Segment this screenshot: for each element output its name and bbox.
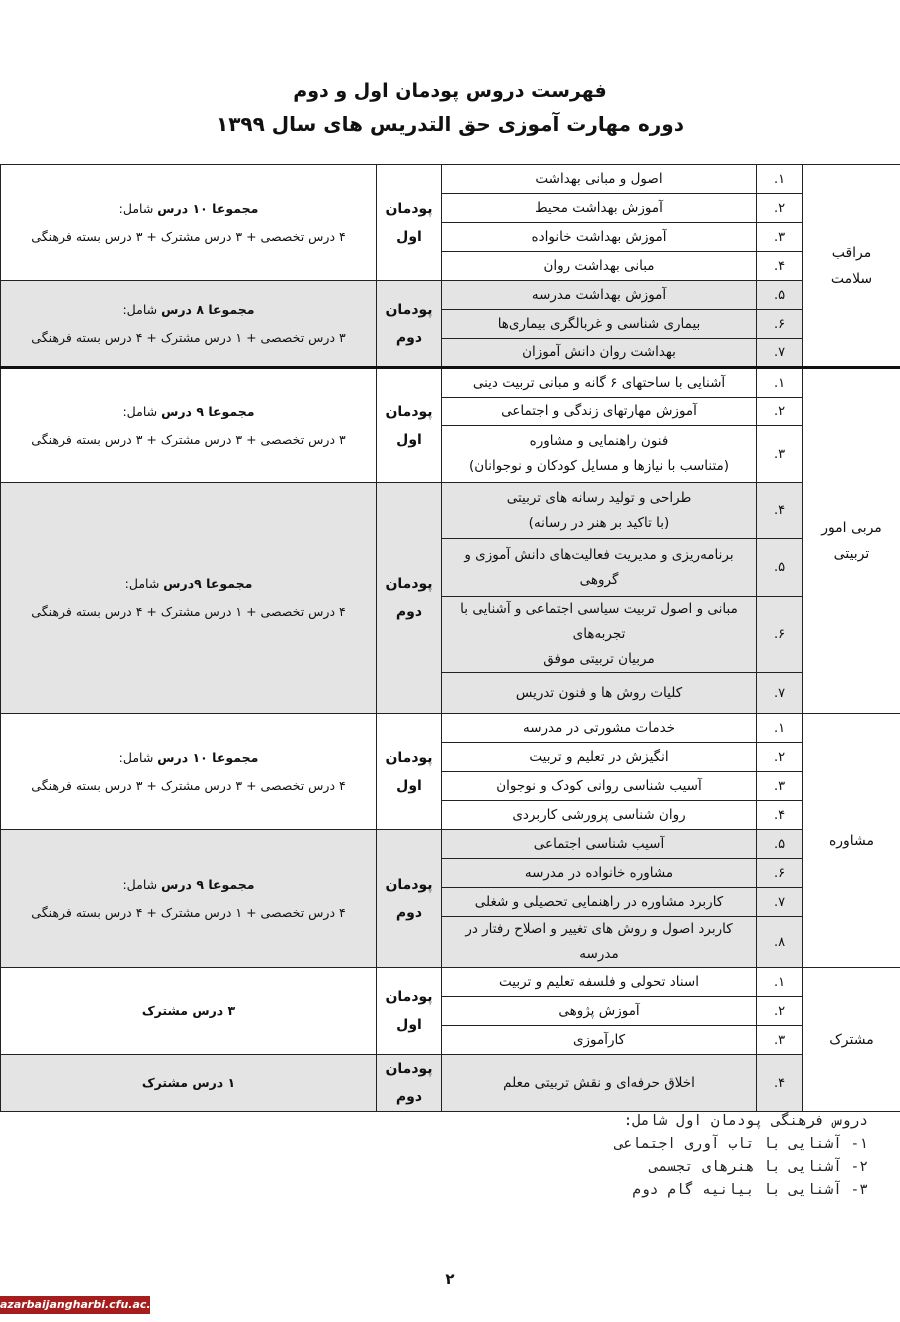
podman-label: پودمان اول [377, 968, 442, 1055]
course-title: مبانی و اصول تربیت سیاسی اجتماعی و آشنایی با تجربه‌های مربیان تربیتی موفق [442, 597, 757, 673]
course-number: ۲. [757, 743, 803, 772]
course-title: کاربرد اصول و روش های تغییر و اصلاح رفتار در مدرسه [442, 917, 757, 968]
course-title: اسناد تحولی و فلسفه تعلیم و تربیت [442, 968, 757, 997]
course-title: آموزش پژوهی [442, 997, 757, 1026]
table-row [1, 1055, 900, 1112]
course-number: ۳. [757, 223, 803, 252]
podman-label: پودمان اول [377, 368, 442, 483]
course-title: آموزش بهداشت خانواده [442, 223, 757, 252]
podman-summary: مجموعا ۹درس شامل: ۴ درس تخصصی + ۱ درس مشترک + ۴ درس بسته فرهنگی [1, 483, 377, 714]
course-title: آموزش بهداشت مدرسه [442, 281, 757, 310]
course-title: مبانی بهداشت روان [442, 252, 757, 281]
note-heading: دروس فرهنگی پودمان اول شامل: [623, 1113, 868, 1129]
course-number: ۷. [757, 339, 803, 368]
course-title: آشنایی با ساحتهای ۶ گانه و مبانی تربیت دینی [442, 368, 757, 398]
course-number: ۶. [757, 310, 803, 339]
category-cell: مشترک [803, 968, 900, 1112]
podman-summary: مجموعا ۱۰ درس شامل: ۴ درس تخصصی + ۳ درس مشترک + ۳ درس بسته فرهنگی [1, 714, 377, 830]
podman-summary: مجموعا ۹ درس شامل: ۳ درس تخصصی + ۳ درس مشترک + ۳ درس بسته فرهنگی [1, 368, 377, 483]
table-row [1, 830, 900, 859]
course-table [0, 164, 900, 1112]
category-cell: مربی امور تربیتی [803, 368, 900, 714]
course-title: روان شناسی پرورشی کاربردی [442, 801, 757, 830]
podman-summary: مجموعا ۸ درس شامل: ۳ درس تخصصی + ۱ درس مشترک + ۴ درس بسته فرهنگی [1, 281, 377, 368]
course-title: مشاوره خانواده در مدرسه [442, 859, 757, 888]
podman-label: پودمان دوم [377, 830, 442, 968]
category-cell: مراقب سلامت [803, 165, 900, 368]
podman-summary: مجموعا ۹ درس شامل: ۴ درس تخصصی + ۱ درس مشترک + ۴ درس بسته فرهنگی [1, 830, 377, 968]
course-number: ۱. [757, 165, 803, 194]
course-number: ۳. [757, 772, 803, 801]
course-number: ۳. [757, 426, 803, 483]
course-number: ۸. [757, 917, 803, 968]
note-item: ۳- آشنایی با بیانیه گام دوم [632, 1182, 868, 1198]
course-number: ۱. [757, 368, 803, 398]
table-row [1, 714, 900, 743]
course-number: ۷. [757, 888, 803, 917]
table-row [1, 165, 900, 194]
podman-label: پودمان اول [377, 165, 442, 281]
course-number: ۴. [757, 801, 803, 830]
course-title: انگیزش در تعلیم و تربیت [442, 743, 757, 772]
course-title: آموزش بهداشت محیط [442, 194, 757, 223]
course-number: ۲. [757, 194, 803, 223]
course-number: ۱. [757, 968, 803, 997]
course-number: ۵. [757, 539, 803, 597]
course-title: برنامه‌ریزی و مدیریت فعالیت‌های دانش آموزی و گروهی [442, 539, 757, 597]
course-number: ۴. [757, 252, 803, 281]
podman-summary: ۱ درس مشترک [1, 1055, 377, 1112]
course-title: کاربرد مشاوره در راهنمایی تحصیلی و شغلی [442, 888, 757, 917]
note-item: ۲- آشنایی با هنرهای تجسمی [649, 1159, 868, 1175]
podman-label: پودمان دوم [377, 281, 442, 368]
course-title: اخلاق حرفه‌ای و نقش تربیتی معلم [442, 1055, 757, 1112]
course-title: بهداشت روان دانش آموزان [442, 339, 757, 368]
course-title: بیماری شناسی و غربالگری بیماری‌ها [442, 310, 757, 339]
course-title: طراحی و تولید رسانه های تربیتی (با تاکید بر هنر در رسانه) [442, 483, 757, 539]
category-cell: مشاوره [803, 714, 900, 968]
course-title: اصول و مبانی بهداشت [442, 165, 757, 194]
podman-label: پودمان اول [377, 714, 442, 830]
table-row [1, 968, 900, 997]
podman-label: پودمان دوم [377, 483, 442, 714]
table-row [1, 281, 900, 310]
course-number: ۵. [757, 281, 803, 310]
course-title: کلیات روش ها و فنون تدریس [442, 673, 757, 714]
course-title: خدمات مشورتی در مدرسه [442, 714, 757, 743]
course-title: آسیب شناسی روانی کودک و نوجوان [442, 772, 757, 801]
note-item: ۱- آشنایی با تاب آوری اجتماعی [614, 1136, 868, 1152]
course-number: ۲. [757, 398, 803, 426]
course-number: ۳. [757, 1026, 803, 1055]
course-title: فنون راهنمایی و مشاوره (متناسب با نیازها و مسایل کودکان و نوجوانان) [442, 426, 757, 483]
course-number: ۴. [757, 1055, 803, 1112]
table-row [1, 483, 900, 539]
page-number: ۲ [445, 1270, 455, 1288]
course-number: ۶. [757, 597, 803, 673]
course-number: ۷. [757, 673, 803, 714]
course-title: آموزش مهارتهای زندگی و اجتماعی [442, 398, 757, 426]
course-number: ۱. [757, 714, 803, 743]
course-title: کارآموزی [442, 1026, 757, 1055]
course-number: ۲. [757, 997, 803, 1026]
course-number: ۴. [757, 483, 803, 539]
cultural-courses-note [448, 1110, 868, 1202]
podman-summary: مجموعا ۱۰ درس شامل: ۴ درس تخصصی + ۳ درس مشترک + ۳ درس بسته فرهنگی [1, 165, 377, 281]
course-number: ۶. [757, 859, 803, 888]
podman-summary: ۳ درس مشترک [1, 968, 377, 1055]
title-line-1: فهرست دروس پودمان اول و دوم [293, 80, 607, 102]
title-line-2: دوره مهارت آموزی حق التدریس های سال ۱۳۹۹ [216, 112, 684, 136]
table-row [1, 368, 900, 398]
course-number: ۵. [757, 830, 803, 859]
course-title: آسیب شناسی اجتماعی [442, 830, 757, 859]
watermark-link[interactable]: azarbaijangharbi.cfu.ac.ir [0, 1296, 150, 1314]
podman-label: پودمان دوم [377, 1055, 442, 1112]
